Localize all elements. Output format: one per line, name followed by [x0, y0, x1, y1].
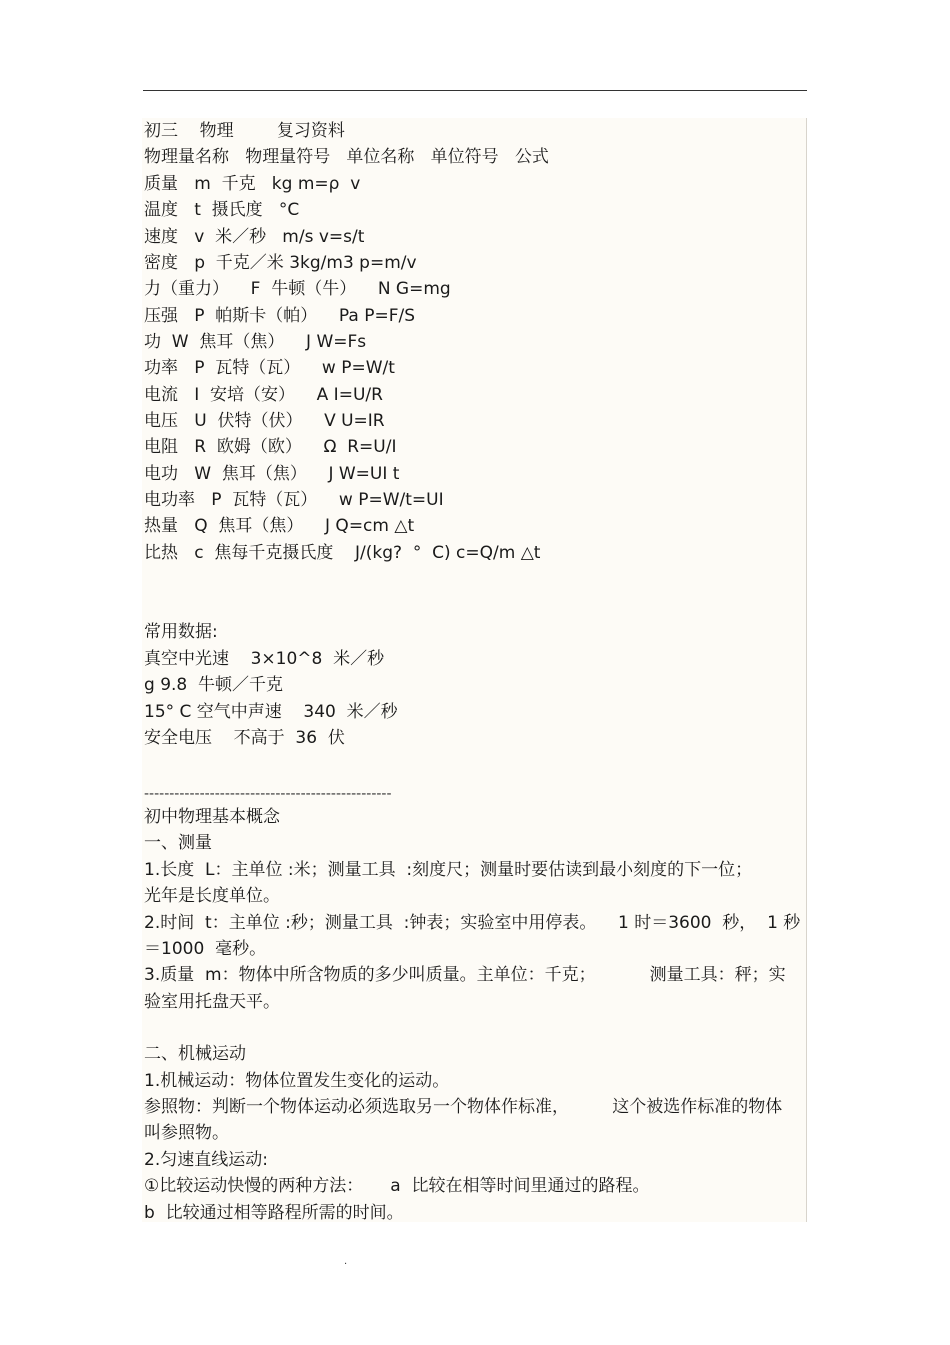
quantity-row: 功率 P 瓦特（瓦） w P=W/t — [144, 358, 395, 378]
section-heading: 一、测量 — [144, 833, 212, 853]
quantity-row: 力（重力） F 牛顿（牛） N G=mg — [144, 279, 451, 299]
concepts-title: 初中物理基本概念 — [144, 807, 280, 827]
quantity-row: 功 W 焦耳（焦） J W=Fs — [144, 332, 367, 352]
document-title: 初三 物理 复习资料 — [144, 121, 345, 141]
quantity-row: 热量 Q 焦耳（焦） J Q=cm △t — [144, 516, 415, 536]
section-heading: 二、机械运动 — [144, 1044, 246, 1064]
quantity-row: 质量 m 千克 kg m=ρ v — [144, 174, 361, 194]
common-data-item: 安全电压 不高于 36 伏 — [144, 728, 345, 748]
quantity-row: 电压 U 伏特（伏） V U=IR — [144, 411, 385, 431]
quantity-row: 温度 t 摄氏度 °C — [144, 200, 300, 220]
quantity-row: 密度 p 千克／米 3kg/m3 p=m/v — [144, 253, 417, 273]
quantity-row: 电功 W 焦耳（焦） J W=UI t — [144, 464, 400, 484]
divider: ------------------------------------------------- — [144, 786, 392, 802]
quantity-row: 电阻 R 欧姆（欧） Ω R=U/I — [144, 437, 397, 457]
paragraph-line: 参照物：判断一个物体运动必须选取另一个物体作标准， 这个被选作标准的物体 — [144, 1097, 783, 1117]
paragraph-line: b 比较通过相等路程所需的时间。 — [144, 1203, 404, 1223]
common-data-item: 真空中光速 3×10^8 米／秒 — [144, 649, 385, 669]
paragraph-line: 1.机械运动：物体位置发生变化的运动。 — [144, 1071, 450, 1091]
common-data-title: 常用数据: — [144, 622, 218, 642]
paragraph-line: ①比较运动快慢的两种方法： a 比较在相等时间里通过的路程。 — [144, 1176, 650, 1196]
paragraph-line: 光年是长度单位。 — [144, 886, 280, 906]
table-header: 物理量名称 物理量符号 单位名称 单位符号 公式 — [144, 147, 549, 167]
paragraph-line: 2.时间 t：主单位 :秒；测量工具 :钟表；实验室中用停表。 1 时＝3600 秒， 1 秒 — [144, 913, 801, 933]
paragraph-line: 叫参照物。 — [144, 1123, 229, 1143]
quantity-row: 压强 P 帕斯卡（帕） Pa P=F/S — [144, 306, 415, 326]
quantity-row: 电流 I 安培（安） A I=U/R — [144, 385, 383, 405]
page-footer-mark: . — [344, 1256, 348, 1267]
paragraph-line: ＝1000 毫秒。 — [144, 939, 267, 959]
quantity-row: 速度 v 米／秒 m/s v=s/t — [144, 227, 365, 247]
quantity-row: 电功率 P 瓦特（瓦） w P=W/t=UI — [144, 490, 444, 510]
common-data-item: 15° C 空气中声速 340 米／秒 — [144, 702, 398, 722]
paragraph-line: 验室用托盘天平。 — [144, 992, 280, 1012]
paragraph-line: 3.质量 m：物体中所含物质的多少叫质量。主单位：千克； 测量工具：秤；实 — [144, 965, 786, 985]
document-page — [142, 118, 807, 1222]
top-rule — [143, 90, 807, 91]
paragraph-line: 2.匀速直线运动: — [144, 1150, 268, 1170]
paragraph-line: 1.长度 L：主单位 :米；测量工具 :刻度尺；测量时要估读到最小刻度的下一位； — [144, 860, 753, 880]
quantity-row: 比热 c 焦每千克摄氏度 J/(kg? ° C) c=Q/m △t — [144, 543, 541, 563]
common-data-item: g 9.8 牛顿／千克 — [144, 675, 284, 695]
